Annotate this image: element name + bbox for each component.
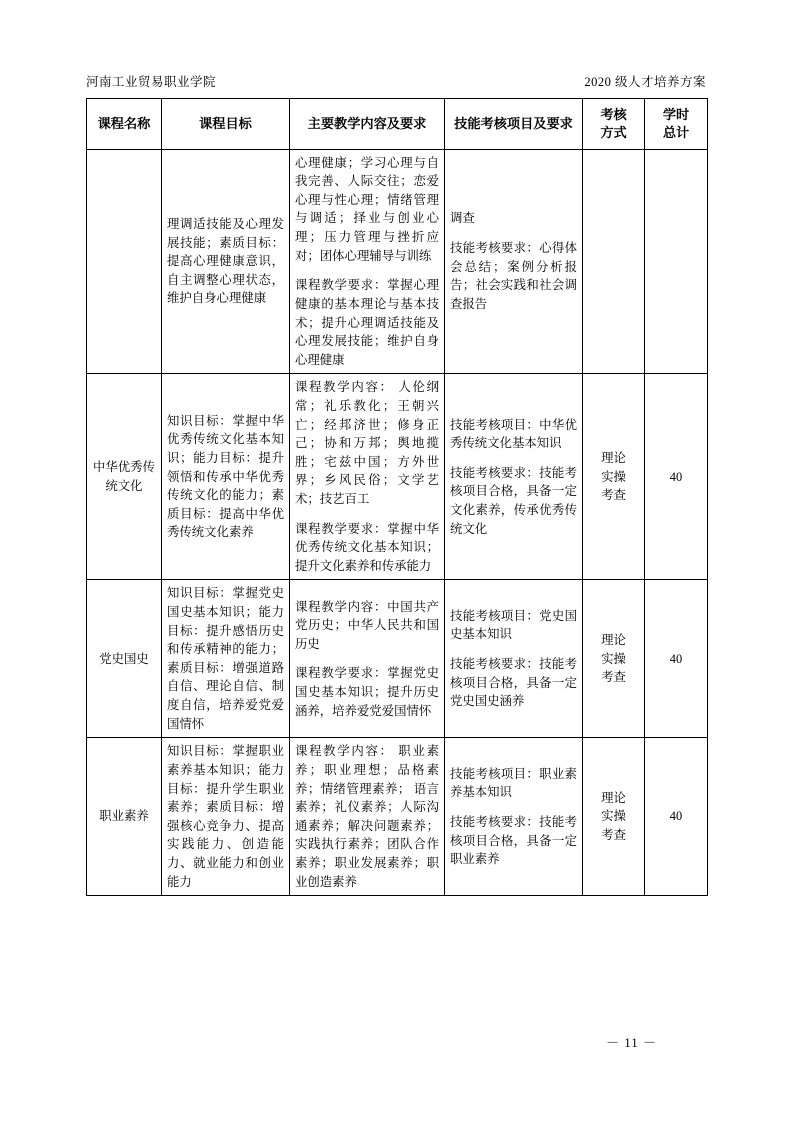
- assessment-paragraph-2: 技能考核要求：技能考核项目合格，具备一定党史国史涵养: [450, 657, 577, 709]
- cell-skill-assessment: [445, 580, 583, 738]
- method-line-3: 考查: [601, 828, 626, 843]
- cell-total-hours: 40: [645, 374, 708, 580]
- cell-total-hours: 40: [645, 738, 708, 896]
- assessment-paragraph-2: 技能考核要求：技能考核项目合格，具备一定文化素养，传承优秀传统文化: [450, 465, 577, 536]
- method-line-2: 实操: [601, 809, 626, 824]
- table-row: [87, 738, 708, 896]
- content-paragraph-2: 课程教学要求：掌握党史国史基本知识；提升历史涵养，培养爱党爱国情怀: [295, 666, 439, 718]
- column-header-assessment-method: [583, 99, 645, 150]
- cell-course-name: 中华优秀传统文化: [87, 374, 162, 580]
- goal-paragraph: 知识目标：掌握党史国史基本知识；能力目标：提升感悟历史和传承精神的能力；素质目标：增强道路自信、理论自信、制度自信，培养爱党爱国情怀: [167, 586, 284, 731]
- assessment-paragraph-1: 调查: [450, 211, 475, 226]
- content-paragraph-1: 课程教学内容： 人伦纲常；礼乐教化；王朝兴亡；经邦济世；修身正己；协和万邦；舆地揽胜；宅兹中国；方外世界；乡风民俗；文学艺术；技艺百工: [295, 380, 439, 506]
- content-paragraph-2: 课程教学要求：掌握中华优秀传统文化基本知识；提升文化素养和传承能力: [295, 521, 439, 573]
- assessment-paragraph-2: 技能考核要求：技能考核项目合格，具备一定职业素养: [450, 814, 577, 867]
- assessment-paragraph-1: 技能考核项目：党史国史基本知识: [450, 608, 577, 642]
- content-paragraph-1: 课程教学内容：中国共产党历史；中华人民共和国历史: [295, 599, 439, 651]
- course-table: [86, 98, 708, 896]
- cell-total-hours: [645, 149, 708, 374]
- table-row: [87, 149, 708, 374]
- cell-course-goal: [162, 374, 290, 580]
- method-line-3: 考查: [601, 670, 626, 685]
- total-hours-line2: 总计: [662, 124, 690, 140]
- column-header-course-goal: 课程目标: [162, 99, 290, 150]
- assessment-method-line1: 考核: [600, 107, 627, 122]
- method-line-1: 理论: [601, 450, 626, 465]
- method-line-2: 实操: [601, 469, 626, 484]
- cell-assessment-method: [583, 374, 645, 580]
- assessment-paragraph-1: 技能考核项目：职业素养基本知识: [450, 766, 577, 800]
- cell-skill-assessment: [445, 738, 583, 896]
- header-document-title: 2020 级人才培养方案: [584, 75, 706, 89]
- cell-skill-assessment: [445, 374, 583, 580]
- cell-assessment-method: [583, 580, 645, 738]
- page-footer: [0, 1032, 793, 1051]
- cell-course-name: [87, 149, 162, 374]
- cell-course-goal: [162, 580, 290, 738]
- content-paragraph-1: 心理健康；学习心理与自我完善、人际交往；恋爱心理与性心理；情绪管理与调适；择业与创业心理；压力管理与挫折应对；团体心理辅导与训练: [295, 155, 439, 263]
- table-header-row: [87, 99, 708, 150]
- table-row: [87, 580, 708, 738]
- cell-total-hours: 40: [645, 580, 708, 738]
- column-header-course-name: 课程名称: [87, 99, 162, 150]
- cell-teaching-content: [290, 374, 445, 580]
- goal-paragraph: 知识目标：掌握职业素养基本知识；能力目标：提升学生职业素养；素质目标：增强核心竞争力、提高实践能力、创造能力、就业能力和创业能力: [167, 744, 284, 889]
- cell-assessment-method: [583, 738, 645, 896]
- course-table-container: [86, 98, 707, 896]
- total-hours-line1: 学时: [662, 107, 690, 122]
- cell-course-goal: [162, 149, 290, 374]
- column-header-skill-assessment: 技能考核项目及要求: [445, 99, 583, 150]
- cell-teaching-content: [290, 738, 445, 896]
- cell-course-goal: [162, 738, 290, 896]
- method-line-2: 实操: [601, 651, 626, 666]
- cell-assessment-method: [583, 149, 645, 374]
- header-institution: 河南工业贸易职业学院: [86, 75, 217, 89]
- cell-course-name: 党史国史: [87, 580, 162, 738]
- goal-paragraph: 知识目标：掌握中华优秀传统文化基本知识；能力目标：提升领悟和传承中华优秀传统文化的能力；素质目标：提高中华优秀传统文化素养: [167, 413, 284, 540]
- running-header: [86, 72, 706, 90]
- column-header-teaching-content: 主要教学内容及要求: [290, 99, 445, 150]
- assessment-paragraph-1: 技能考核项目：中华优秀传统文化基本知识: [450, 417, 577, 451]
- method-line-1: 理论: [601, 790, 626, 805]
- goal-paragraph: 理调适技能及心理发展技能；素质目标：提高心理健康意识，自主调整心理状态，维护自身心理健康: [167, 216, 284, 306]
- assessment-paragraph-2: 技能考核要求：心得体会总结；案例分析报告；社会实践和社会调查报告: [450, 241, 577, 311]
- method-line-1: 理论: [601, 632, 626, 647]
- cell-course-name: 职业素养: [87, 738, 162, 896]
- method-line-3: 考查: [601, 488, 626, 503]
- column-header-total-hours: [645, 99, 708, 150]
- content-paragraph-2: 课程教学要求：掌握心理健康的基本理论与基本技术；提升心理调适技能及心理发展技能；维护自身心理健康: [295, 278, 439, 367]
- cell-teaching-content: [290, 149, 445, 374]
- assessment-method-line2: 方式: [600, 124, 627, 140]
- cell-teaching-content: [290, 580, 445, 738]
- table-row: [87, 374, 708, 580]
- page-number: － 11 －: [605, 1035, 658, 1050]
- cell-skill-assessment: [445, 149, 583, 374]
- content-paragraph-1: 课程教学内容： 职业素养；职业理想；品格素养；情绪管理素养； 语言素养；礼仪素养；人际沟通素养；解决问题素养；实践执行素养；团队合作素养；职业发展素养；职业创造素养: [295, 744, 439, 889]
